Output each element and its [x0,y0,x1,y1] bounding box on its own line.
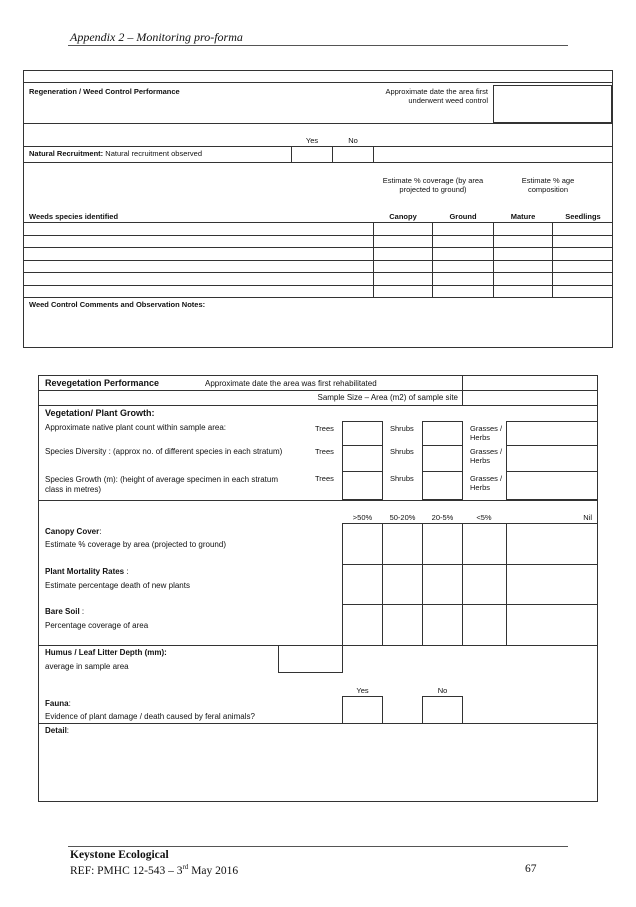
growth-grasses-field[interactable] [506,471,598,500]
mortality-gt50-cell[interactable] [343,565,382,604]
canopy-cover-row: Canopy Cover: [45,527,102,536]
native-grasses-label: Grasses / Herbs [470,424,503,443]
diversity-grasses-field[interactable] [506,445,598,472]
natural-yes-checkbox[interactable] [291,146,333,163]
growth-shrubs-field[interactable] [422,471,463,500]
age-composition-header: Estimate % age composition [521,176,575,195]
bare-soil-sub: Percentage coverage of area [45,621,149,630]
humus-depth-field[interactable] [278,645,343,673]
col-seedlings: Seedlings [565,212,601,221]
col-canopy: Canopy [389,212,417,221]
weed-date-label: Approximate date the area first underwent weed control [385,87,488,106]
vegetation-title: Vegetation/ Plant Growth: [45,408,155,418]
diversity-label: Species Diversity : (approx no. of different species in each stratum) [45,447,283,456]
weed-comments-field[interactable] [24,311,612,347]
natural-recruitment-text: Natural recruitment observed [105,149,202,158]
footer-rule [68,846,568,847]
mortality-lt5-cell[interactable] [463,565,506,604]
soil-50-20-cell[interactable] [383,605,422,645]
natural-yes-label: Yes [305,136,319,145]
native-shrubs-label: Shrubs [390,424,414,433]
natural-recruitment-label: Natural Recruitment: [29,149,104,158]
footer-company: Keystone Ecological [70,849,169,861]
humus-sub: average in sample area [45,662,129,671]
soil-20-5-cell[interactable] [423,605,462,645]
natural-no-checkbox[interactable] [332,146,374,163]
native-count-label: Approximate native plant count within sample area: [45,423,226,432]
col-mature: Mature [510,212,536,221]
diversity-shrubs-field[interactable] [422,445,463,472]
fauna-no-checkbox[interactable] [422,696,463,724]
canopy-cover-title: Canopy Cover [45,527,100,536]
mortality-20-5-cell[interactable] [423,565,462,604]
mortality-50-20-cell[interactable] [383,565,422,604]
weed-section-title: Regeneration / Weed Control Performance [29,87,180,96]
canopy-20-5-cell[interactable] [423,524,462,564]
natural-recruitment-row [29,149,202,158]
coverage-header: Estimate % coverage (by area projected to ground) [382,176,484,195]
reveg-date-field[interactable] [463,376,597,389]
canopy-nil-cell[interactable] [507,524,597,564]
page-header-title: Appendix 2 – Monitoring pro-forma [70,30,243,44]
growth-label: Species Growth (m): (height of average specimen in each stratum class in metres) [45,475,278,495]
mortality-row: Plant Mortality Rates : [45,567,129,576]
footer-ref-sup: rd [182,863,189,871]
diversity-trees-field[interactable] [342,445,383,472]
canopy-gt50-cell[interactable] [343,524,382,564]
detail-field[interactable] [39,740,597,801]
native-trees-label: Trees [315,424,334,433]
native-shrubs-field[interactable] [422,421,463,446]
native-grasses-field[interactable] [506,421,598,446]
fauna-yes-checkbox[interactable] [342,696,383,724]
footer-reference [70,863,238,877]
soil-gt50-cell[interactable] [343,605,382,645]
natural-no-label: No [348,136,358,145]
fauna-title: Fauna [45,699,69,708]
page-number: 67 [525,863,537,875]
sample-size-field[interactable] [463,391,597,404]
pct-col-20-5: 20-5% [431,513,454,522]
detail-row: Detail: [45,726,70,735]
growth-grasses-label: Grasses / Herbs [470,474,503,493]
growth-trees-field[interactable] [342,471,383,500]
soil-nil-cell[interactable] [507,605,597,645]
mortality-sub: Estimate percentage death of new plants [45,581,190,590]
diversity-trees-label: Trees [315,447,334,456]
native-trees-field[interactable] [342,421,383,446]
detail-title: Detail [45,726,67,735]
mortality-title: Plant Mortality Rates [45,567,125,576]
footer-ref-suffix: May 2016 [188,864,239,877]
weed-comments-label: Weed Control Comments and Observation Notes: [29,300,206,309]
fauna-sub: Evidence of plant damage / death caused by feral animals? [45,712,255,721]
diversity-grasses-label: Grasses / Herbs [470,447,503,466]
diversity-shrubs-label: Shrubs [390,447,414,456]
col-ground: Ground [449,212,477,221]
humus-title: Humus / Leaf Litter Depth (mm): [45,648,167,657]
fauna-row: Fauna: [45,699,71,708]
bare-soil-row: Bare Soil : [45,607,85,616]
canopy-cover-sub: Estimate % coverage by area (projected to ground) [45,540,226,549]
canopy-lt5-cell[interactable] [463,524,506,564]
pct-col-lt5: <5% [476,513,492,522]
soil-lt5-cell[interactable] [463,605,506,645]
pct-col-50-20: 50-20% [389,513,416,522]
growth-trees-label: Trees [315,474,334,483]
header-rule [68,45,568,46]
pct-col-nil: Nil [583,513,592,522]
fauna-no-label: No [437,686,448,695]
fauna-yes-label: Yes [356,686,369,695]
reveg-section-title: Revegetation Performance [45,378,160,388]
footer-ref-prefix: REF: PMHC 12-543 – 3 [70,864,183,877]
growth-shrubs-label: Shrubs [390,474,414,483]
weeds-species-label: Weeds species identified [29,212,119,221]
bare-soil-title: Bare Soil [45,607,80,616]
weed-date-field[interactable] [493,85,612,123]
pct-col-gt50: >50% [352,513,373,522]
canopy-50-20-cell[interactable] [383,524,422,564]
sample-size-label: Sample Size – Area (m2) of sample site [317,393,458,402]
mortality-nil-cell[interactable] [507,565,597,604]
reveg-date-label: Approximate date the area was first rehabilitated [205,379,377,388]
